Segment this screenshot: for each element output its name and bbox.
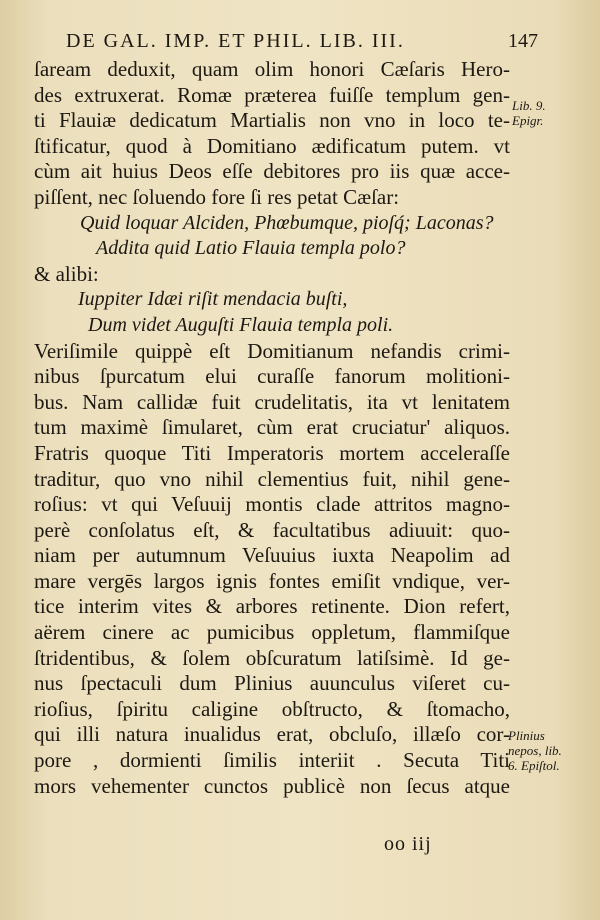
text-line: Veriſimile quippè eſt Domitianum nefandis crimi-	[34, 338, 510, 363]
text-line: roſius: vt qui Veſuuij montis clade attritos magno-	[34, 492, 510, 517]
text-line: aërem cinere ac pumicibus oppletum, flammiſque	[34, 620, 510, 645]
running-header	[66, 30, 538, 53]
page-number: 147	[508, 30, 538, 52]
text-line: qui illi natura inualidus erat, obcluſo, illæſo cor-	[34, 722, 510, 747]
margin-note-line: Lib. 9.	[512, 98, 546, 113]
text-line: & alibi:	[34, 261, 99, 286]
text-line: rioſius, ſpiritu caligine obſtructo, & ſtomacho,	[34, 696, 510, 721]
text-line: nibus ſpurcatum elui curaſſe fanorum molitioni-	[34, 364, 510, 389]
margin-note-pliny	[508, 728, 562, 773]
text-line: traditur, quo vno nihil clementius fuit, nihil gene-	[34, 466, 510, 491]
text-line: perè conſolatus eſt, & facultatibus adiuuit: quo-	[34, 517, 510, 542]
margin-note-line: Epigr.	[512, 113, 544, 128]
text-line: nus ſpectaculi dum Plinius auunculus viſeret cu-	[34, 671, 510, 696]
margin-note-martial	[512, 98, 546, 128]
text-line: niam per autumnum Veſuuius iuxta Neapolim ad	[34, 543, 510, 568]
text-line: mare vergēs largos ignis fontes emiſit vndique, ver-	[34, 568, 510, 593]
verse-line: Quid loquar Alciden, Phœbumque, pioſq́; Laconas?	[80, 211, 494, 234]
text-line: cùm ait huius Deos eſſe debitores pro iis quæ acce-	[34, 159, 510, 184]
text-line: ſtridentibus, & ſolem obſcuratum latiſsimè. Id ge-	[34, 645, 510, 670]
margin-note-line: 6. Epiſtol.	[508, 758, 560, 773]
signature-mark: oo iij	[384, 833, 432, 855]
margin-note-line: nepos, lib.	[508, 743, 562, 758]
text-line: pore , dormienti ſimilis interiit . Secuta Titi	[34, 748, 510, 773]
text-line: piſſent, nec ſoluendo fore ſi res petat Cæſar:	[34, 184, 400, 209]
verse-line: Addita quid Latio Flauia templa polo?	[96, 237, 406, 260]
running-title: DE GAL. IMP. ET PHIL. LIB. III.	[66, 30, 405, 52]
margin-note-line: Plinius	[508, 728, 545, 743]
verse-line: Iuppiter Idæi riſit mendacia buſti,	[78, 288, 348, 311]
text-line: ti Flauiæ dedicatum Martialis non vno in loco te-	[34, 108, 510, 133]
body-text	[34, 57, 510, 799]
text-line: ſtificatur, quod à Domitiano ædificatum putem. vt	[34, 133, 510, 158]
verse-line: Dum videt Auguſti Flauia templa poli.	[88, 313, 394, 336]
text-line: tum maximè ſimularet, cùm erat cruciatur' aliquos.	[34, 415, 510, 440]
text-line: bus. Nam callidæ fuit crudelitatis, ita vt lenitatem	[34, 389, 510, 414]
text-line: Fratris quoque Titi Imperatoris mortem acceleraſſe	[34, 440, 510, 465]
text-line: ſaream deduxit, quam olim honori Cæſaris Hero-	[34, 57, 510, 81]
text-line: des extruxerat. Romæ præterea fuiſſe templum gen-	[34, 82, 510, 107]
text-line: tice interim vites & arbores retinente. Dion refert,	[34, 594, 510, 619]
text-line: mors vehementer cunctos publicè non ſecus atque	[34, 773, 510, 798]
